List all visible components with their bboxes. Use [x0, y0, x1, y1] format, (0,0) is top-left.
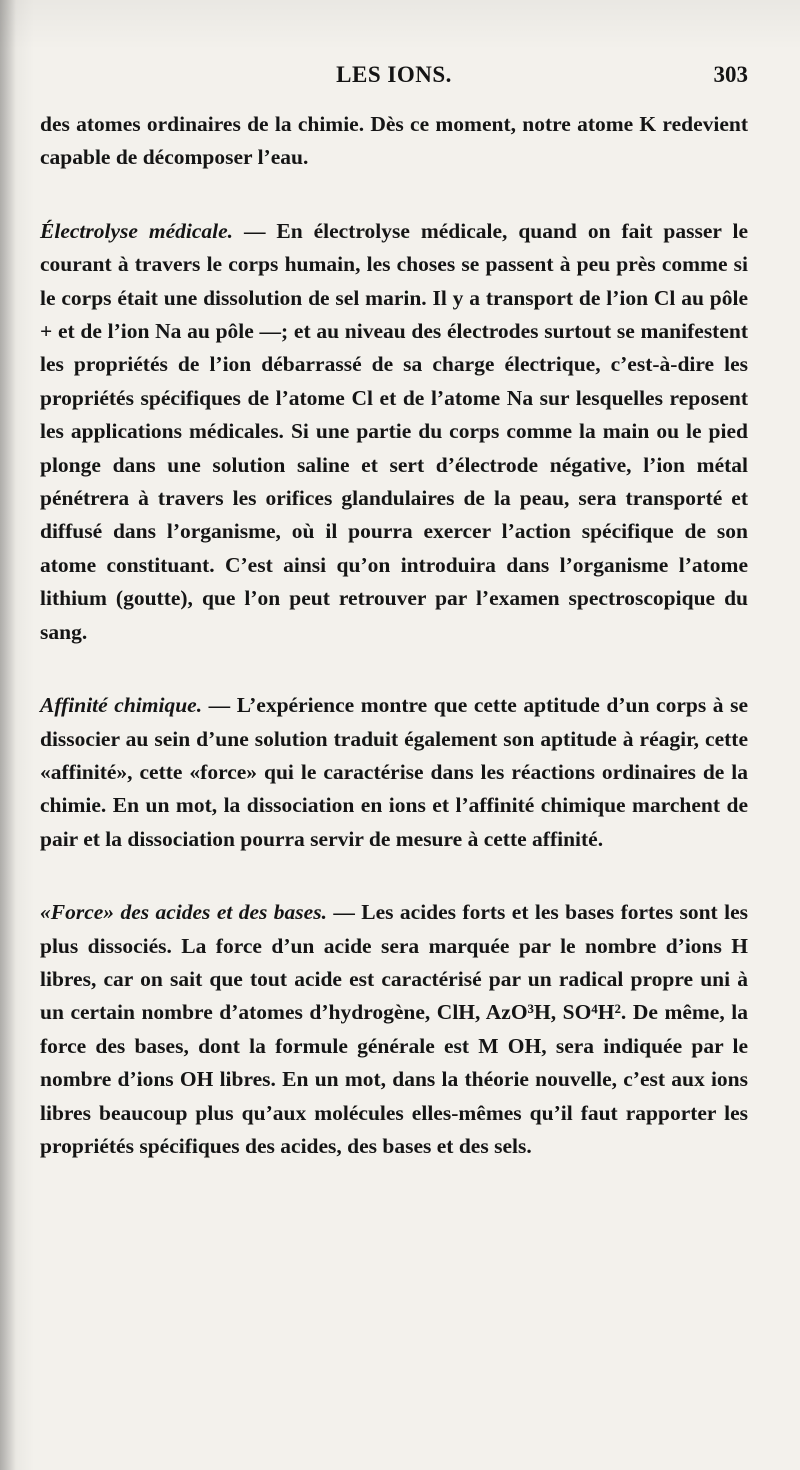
paragraph-spacing: [40, 856, 748, 896]
paragraph-force-acides-bases: [40, 896, 748, 1163]
page-number: 303: [713, 62, 748, 87]
paragraph-text: Les acides forts et les bases fortes sont les plus dissociés. La force d’un acide sera marquée par le nombre d’ions H libres, car on sait que tout acide est caractérisé par un radical propre uni à un certain nombre d’atomes d’hydrogène, ClH, AzO³H, SO⁴H². De même, la force des bases, dont la formule générale est M OH, sera indiquée par le nombre d’ions OH libres. En un mot, dans la théorie nouvelle, c’est aux ions libres beaucoup plus qu’aux molécules elles-mêmes qu’il faut rapporter les propriétés spécifiques des acides, des bases et des sels.: [40, 900, 748, 1158]
paragraph-spacing: [40, 175, 748, 215]
title-separator: —: [326, 900, 362, 925]
title-separator: —: [202, 693, 237, 718]
paragraph-continuation: [40, 108, 748, 175]
page-gutter-shadow: [0, 0, 16, 1470]
page-body: [40, 108, 748, 1163]
paragraph-electrolyse-medicale: [40, 215, 748, 649]
running-title: LES IONS.: [336, 62, 452, 87]
paragraph-affinite-chimique: [40, 689, 748, 856]
paragraph-text: des atomes ordinaires de la chimie. Dès ce moment, notre atome K redevient capable de décomposer l’eau.: [40, 112, 748, 170]
paragraph-spacing: [40, 649, 748, 689]
title-separator: —: [233, 218, 277, 243]
page-header: [40, 58, 748, 98]
section-title: «Force» des acides et des bases.: [40, 900, 327, 925]
section-title: Électrolyse médicale.: [40, 218, 234, 243]
section-title: Affinité chimique.: [40, 693, 203, 718]
paragraph-text: En électrolyse médicale, quand on fait passer le courant à travers le corps humain, les choses se passent à peu près comme si le corps était une dissolution de sel marin. Il y a transport de l’ion Cl au pôle + et de l’ion Na au pôle —; et au niveau des électrodes surtout se manifestent les propriétés de l’ion débarrassé de sa charge électrique, c’est-à-dire les propriétés spécifiques de l’atome Cl et de l’atome Na sur lesquelles reposent les applications médicales. Si une partie du corps comme la main ou le pied plonge dans une solution saline et sert d’électrode négative, l’ion métal pénétrera à travers les orifices glandulaires de la peau, sera transporté et diffusé dans l’organisme, où il pourra exercer l’action spécifique de son atome constituant. C’est ainsi qu’on introduira dans l’organisme l’atome lithium (goutte), que l’on peut retrouver par l’examen spectroscopique du sang.: [40, 218, 748, 644]
paragraph-text: L’expérience montre que cette aptitude d’un corps à se dissocier au sein d’une solution traduit également son aptitude à réagir, cette «affinité», cette «force» qui le caractérise dans les réactions ordinaires de la chimie. En un mot, la dissociation en ions et l’affinité chimique marchent de pair et la dissociation pourra servir de mesure à cette affinité.: [40, 693, 749, 851]
